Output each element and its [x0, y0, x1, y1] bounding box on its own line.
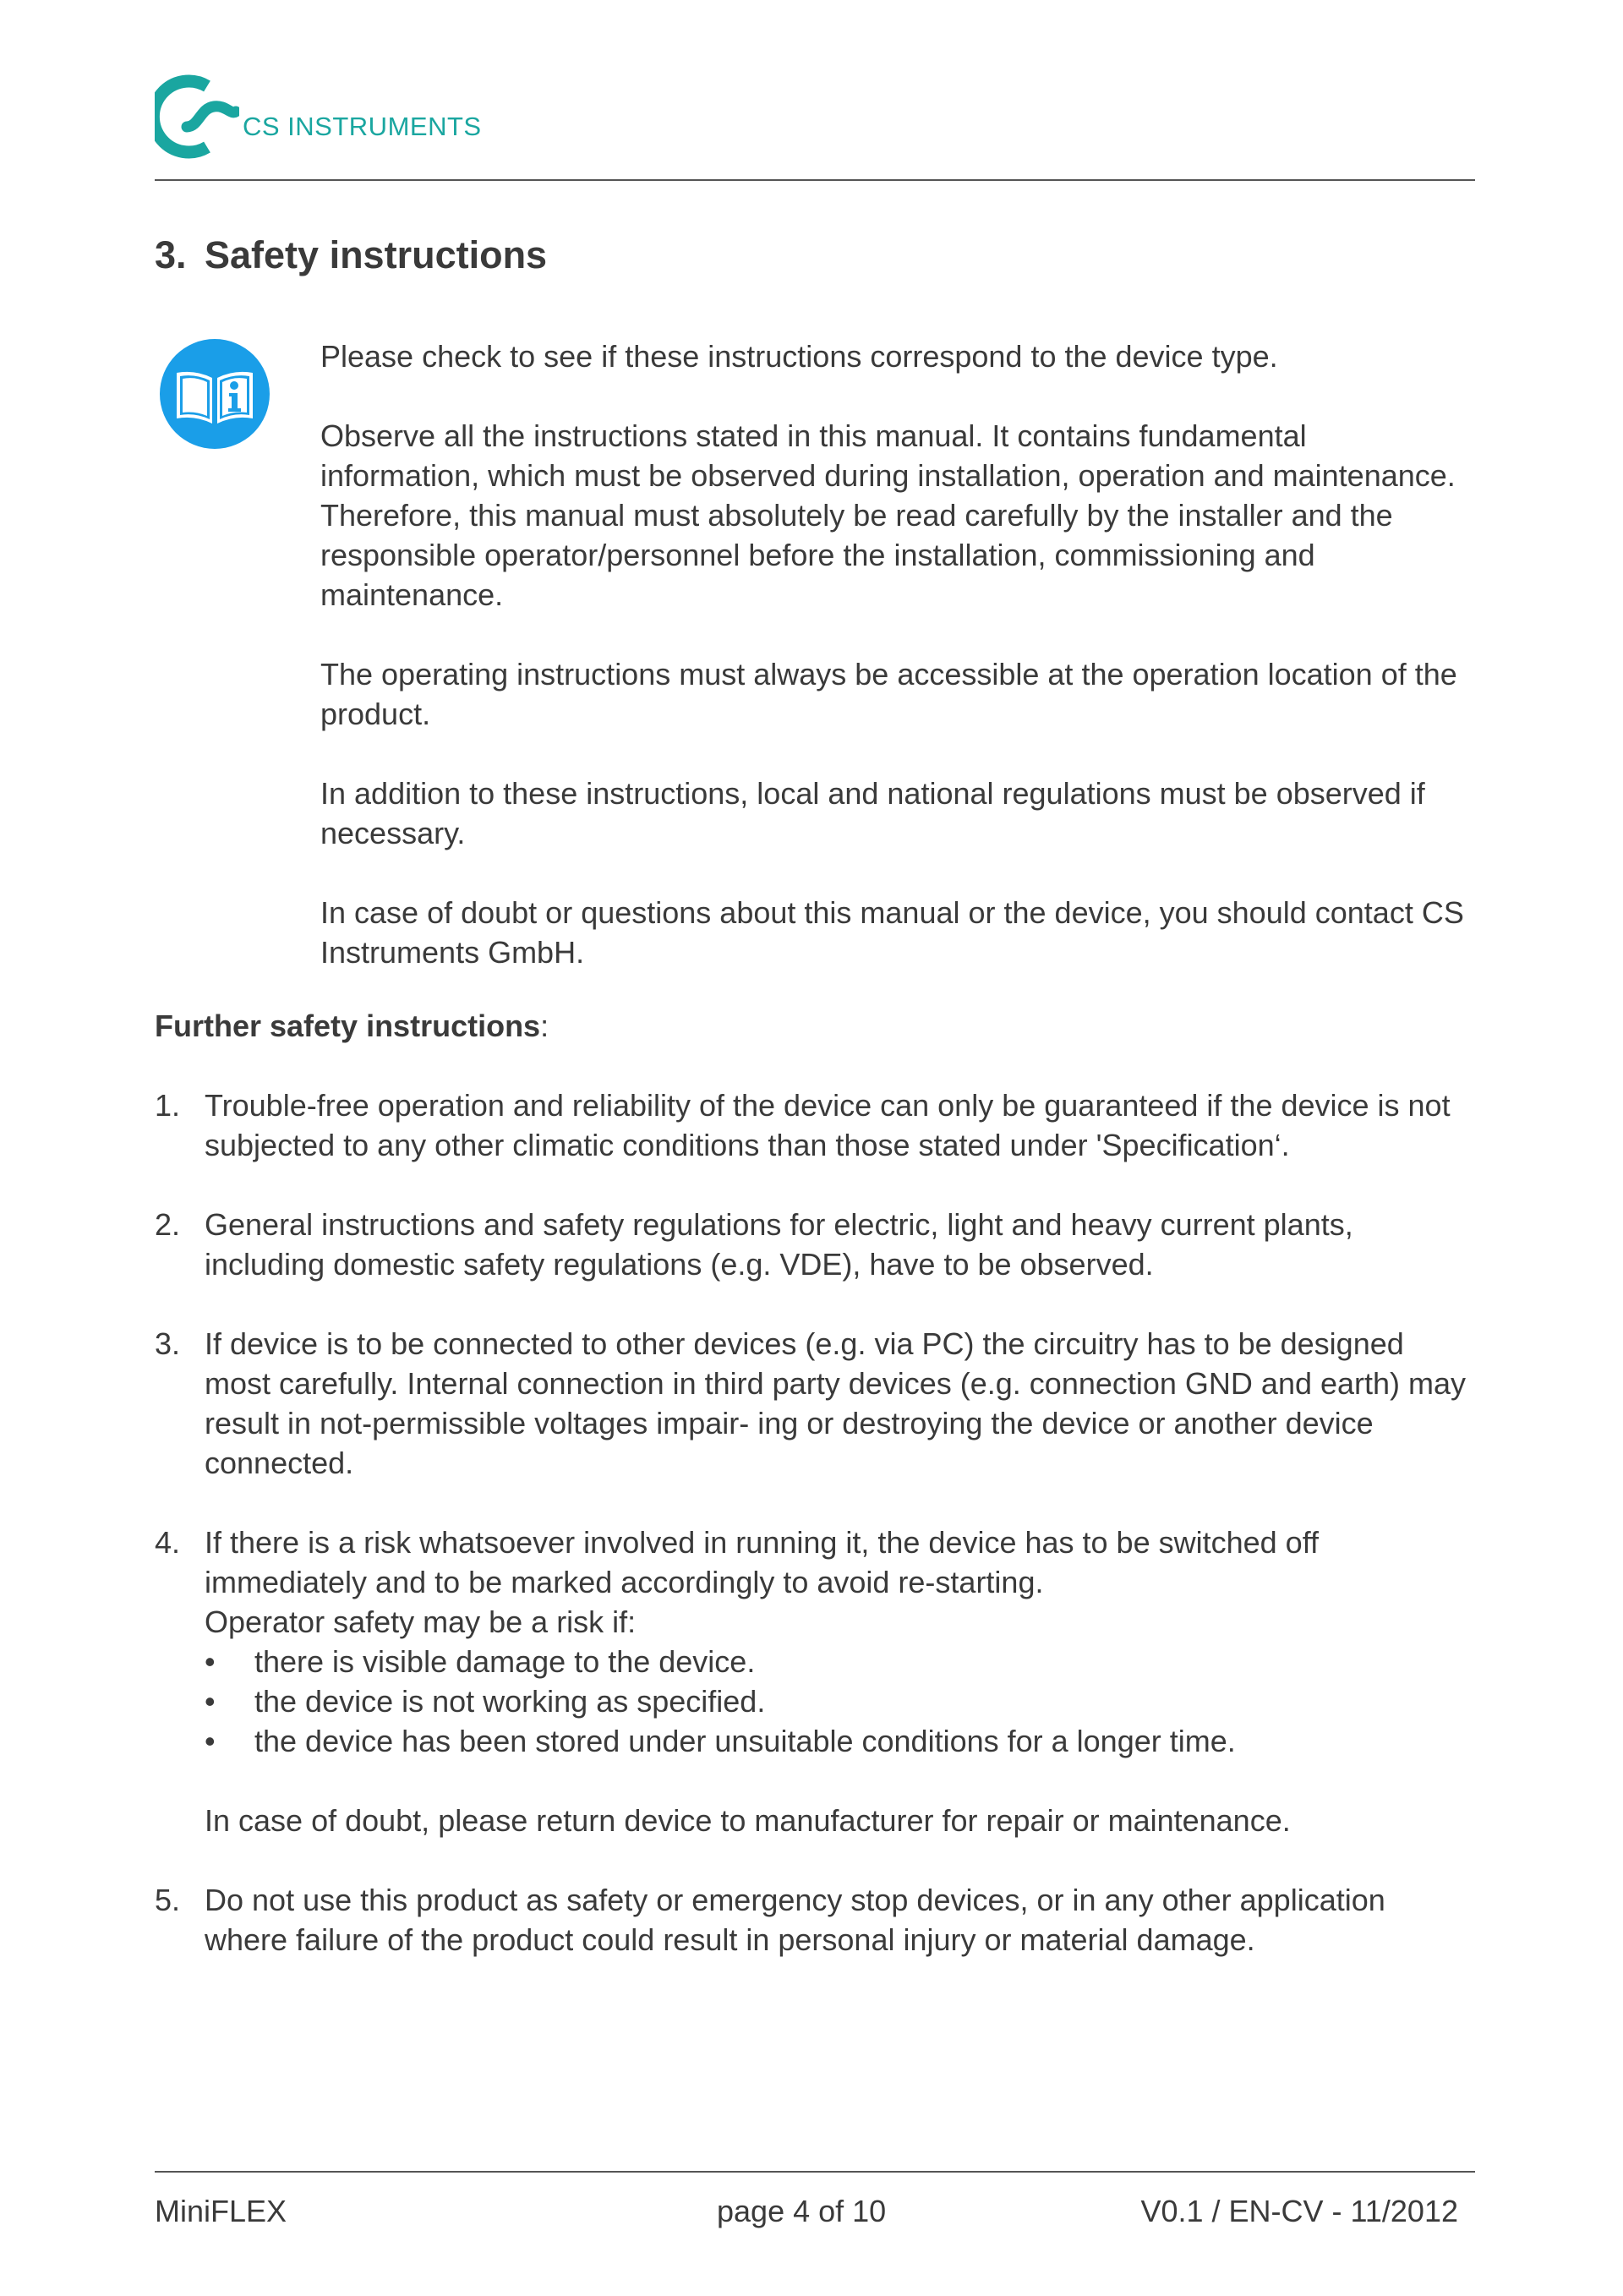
bullet-item [205, 1681, 1473, 1721]
book-info-icon [158, 337, 271, 451]
intro-paragraph: In case of doubt or questions about this manual or the device, you should contact CS Instruments GmbH. [320, 895, 1464, 970]
list-item-text: General instructions and safety regulations for electric, light and heavy current plants, including domestic safety regulations (e.g. VDE), have to be observed. [205, 1207, 1353, 1282]
footer-divider [155, 2171, 1475, 2173]
list-item-number: 2. [155, 1207, 181, 1242]
list-item [155, 1205, 1473, 1284]
logo-text: CS INSTRUMENTS [243, 112, 482, 141]
list-item [155, 1522, 1473, 1840]
company-logo [155, 74, 493, 167]
section-title [155, 233, 547, 277]
further-safety-label: Further safety instructions [155, 1009, 541, 1043]
list-item-subtext: Operator safety may be a risk if: [205, 1604, 637, 1639]
further-safety-heading [155, 1006, 549, 1046]
footer-product-name: MiniFLEX [155, 2194, 287, 2228]
bullet-list [205, 1642, 1473, 1761]
list-item [155, 1324, 1473, 1483]
safety-list [155, 1085, 1473, 1999]
header-divider [155, 179, 1475, 181]
list-item-number: 5. [155, 1883, 181, 1917]
list-item-text: If device is to be connected to other devices (e.g. via PC) the circuitry has to be designed most carefully. Internal connection in third party devices (e.g. connection GND and earth) may result in not-permissible voltages impair- ing or destroying the device or another device connected. [205, 1326, 1467, 1480]
list-item-number: 1. [155, 1088, 181, 1123]
bullet-item [205, 1642, 1473, 1681]
list-item-number: 3. [155, 1326, 181, 1361]
further-safety-suffix: : [540, 1009, 549, 1043]
list-item-text: Do not use this product as safety or emergency stop devices, or in any other application where failure of the product could result in personal injury or material damage. [205, 1883, 1385, 1957]
bullet-text: the device has been stored under unsuitable conditions for a longer time. [254, 1724, 1236, 1758]
intro-paragraph: The operating instructions must always be accessible at the operation location of the product. [320, 657, 1457, 731]
bullet-text: there is visible damage to the device. [254, 1644, 756, 1679]
list-item [155, 1880, 1473, 1960]
intro-paragraph: In addition to these instructions, local and national regulations must be observed if necessary. [320, 776, 1425, 850]
intro-paragraph: Observe all the instructions stated in this manual. It contains fundamental information, which must be observed during installation, operation and maintenance. Therefore, this manual must absolutely be read carefully by the installer and the responsible operator/personnel before the installation, commissioning and maintenance. [320, 418, 1456, 612]
footer-page-number: page 4 of 10 [717, 2194, 887, 2228]
footer-version: V0.1 / EN-CV - 11/2012 [1140, 2194, 1458, 2228]
bullet-dot: • [205, 1724, 216, 1758]
list-item [155, 1085, 1473, 1165]
list-item-number: 4. [155, 1525, 181, 1560]
bullet-text: the device is not working as specified. [254, 1684, 766, 1719]
section-title-text: Safety instructions [205, 233, 548, 276]
intro-paragraphs [320, 336, 1470, 1012]
bullet-dot: • [205, 1684, 216, 1719]
list-item-text: Trouble-free operation and reliability of the device can only be guaranteed if the device is not subjected to any other climatic conditions than those stated under 'Specification‘. [205, 1088, 1451, 1162]
bullet-dot: • [205, 1644, 216, 1679]
list-item-note: In case of doubt, please return device to manufacturer for repair or maintenance. [205, 1803, 1291, 1838]
section-number: 3. [155, 233, 187, 276]
intro-paragraph: Please check to see if these instructions correspond to the device type. [320, 339, 1278, 374]
cs-logo-mark-icon [155, 74, 239, 159]
bullet-item [205, 1721, 1473, 1761]
list-item-text: If there is a risk whatsoever involved in running it, the device has to be switched off immediately and to be marked accordingly to avoid re-starting. [205, 1525, 1320, 1599]
